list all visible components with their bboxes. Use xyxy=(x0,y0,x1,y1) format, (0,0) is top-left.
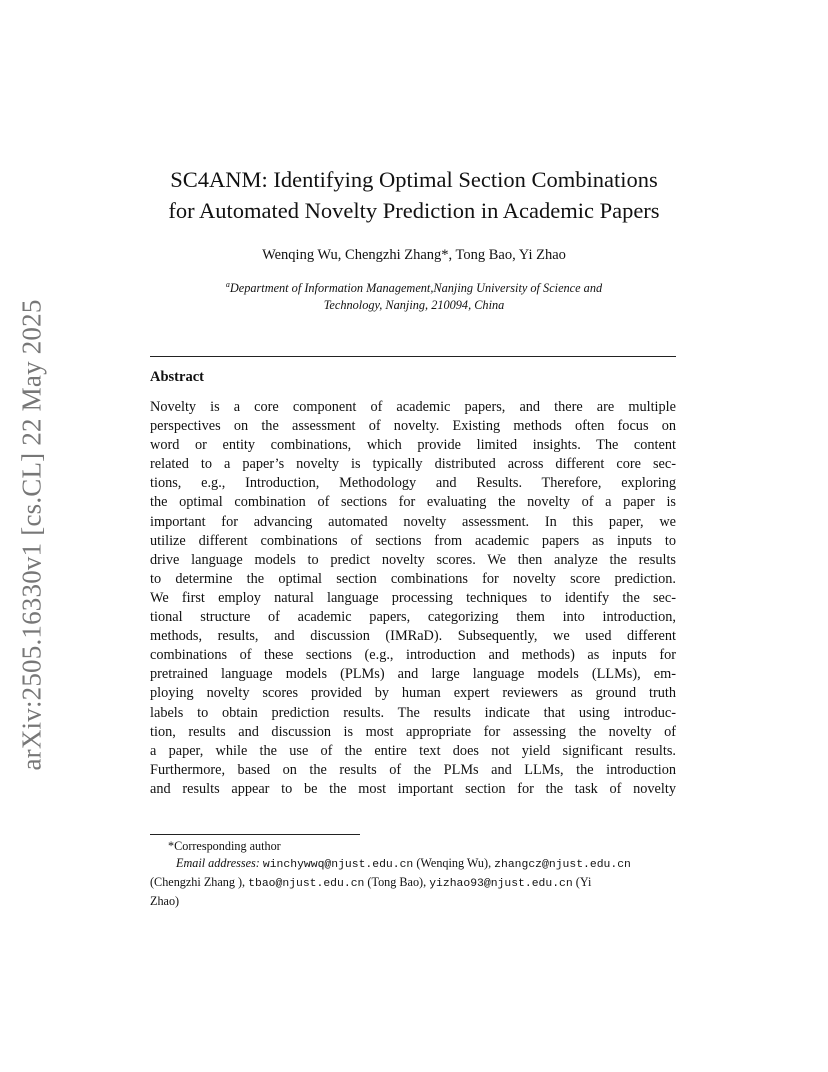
abstract-line: labels to obtain prediction results. The results indicate that using introduc- xyxy=(150,704,676,721)
abstract-line: We first employ natural language processing techniques to identify the sec- xyxy=(150,589,676,606)
title-line-1: SC4ANM: Identifying Optimal Section Combinations xyxy=(170,167,658,192)
abstract-line: drive language models to predict novelty scores. We then analyze the results xyxy=(150,551,676,568)
abstract-line: pretrained language models (PLMs) and large language models (LLMs), em- xyxy=(150,666,676,683)
email-owner: (Chengzhi Zhang ), xyxy=(150,875,246,889)
email-link[interactable]: winchywwq@njust.edu.cn xyxy=(262,859,414,871)
email-addresses-line-1 xyxy=(150,855,676,874)
email-link[interactable]: tbao@njust.edu.cn xyxy=(248,878,365,890)
abstract-line: important for advancing automated novelty assessment. In this paper, we xyxy=(150,513,676,530)
abstract-line: Furthermore, based on the results of the PLMs and LLMs, the introduction xyxy=(150,761,676,778)
abstract-line: tion, results and discussion is most appropriate for assessing the novelty of xyxy=(150,723,676,740)
abstract-line: ploying novelty scores provided by human expert reviewers as ground truth xyxy=(150,685,676,702)
paper-title xyxy=(0,164,828,226)
footnote-rule xyxy=(150,834,360,835)
affiliation xyxy=(170,276,658,314)
affiliation-line-1: Department of Information Management,Nanjing University of Science and xyxy=(229,281,603,296)
email-addresses-line-3: Zhao) xyxy=(150,894,180,908)
abstract-line: a paper, while the use of the entire text does not yield significant results. xyxy=(150,742,676,759)
abstract-line: the optimal combination of sections for evaluating the novelty of a paper is xyxy=(150,494,676,511)
affiliation-line-2: Technology, Nanjing, 210094, China xyxy=(323,298,505,313)
abstract-line: methods, results, and discussion (IMRaD). Subsequently, we used different xyxy=(150,628,676,645)
abstract-line: perspectives on the assessment of novelty. Existing methods often focus on xyxy=(150,418,676,435)
affiliation-marker: a xyxy=(225,280,230,289)
abstract-heading: Abstract xyxy=(150,369,204,385)
abstract-line: tions, e.g., Introduction, Methodology and Results. Therefore, exploring xyxy=(150,475,676,492)
email-owner: (Yi xyxy=(575,875,592,889)
abstract-body xyxy=(150,398,676,799)
abstract-line: utilize different combinations of sections from academic papers as inputs to xyxy=(150,532,676,549)
header-rule xyxy=(150,356,676,357)
corresponding-author-note: *Corresponding author xyxy=(168,839,281,853)
arxiv-stamp xyxy=(8,295,56,775)
abstract-line: and results appear to be the most important section for the task of novelty xyxy=(150,780,676,797)
abstract-line: combinations of these sections (e.g., introduction and methods) as inputs for xyxy=(150,647,676,664)
email-link[interactable]: yizhao93@njust.edu.cn xyxy=(429,878,573,890)
abstract-line: Novelty is a core component of academic papers, and there are multiple xyxy=(150,399,676,415)
email-owner: (Wenqing Wu), xyxy=(416,856,492,870)
email-owner: (Tong Bao), xyxy=(367,875,427,889)
abstract-line: word or entity combinations, which provide limited insights. The content xyxy=(150,437,676,454)
author-list: Wenqing Wu, Chengzhi Zhang*, Tong Bao, Yi Zhao xyxy=(262,247,566,263)
email-link[interactable]: zhangcz@njust.edu.cn xyxy=(494,859,631,871)
abstract-line: to determine the optimal section combinations for novelty score prediction. xyxy=(150,570,676,587)
abstract-line: tional structure of academic papers, categorizing them into introduction, xyxy=(150,609,676,626)
email-label: Email addresses: xyxy=(176,856,260,870)
arxiv-id: arXiv:2505.16330v1 [cs.CL] 22 May 2025 xyxy=(16,299,47,771)
footnote xyxy=(150,838,676,910)
title-line-2: for Automated Novelty Prediction in Academic Papers xyxy=(168,198,660,223)
abstract-line: related to a paper’s novelty is typically distributed across different core sec- xyxy=(150,456,676,473)
email-addresses-line-2 xyxy=(150,874,676,893)
